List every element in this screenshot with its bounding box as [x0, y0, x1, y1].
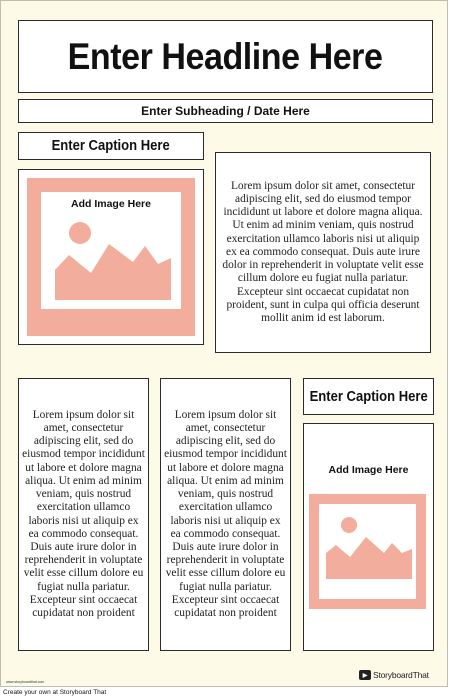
footer-url[interactable]: www.storyboardthat.com: [6, 680, 45, 684]
paragraph-1: Lorem ipsum dolor sit amet, consectetur adipiscing elit, sed do eiusmod tempor incididunt ut labore et dolore magna aliqua. Ut enim ad minim veniam, quis nostrud exercitation ullamco laboris nisi ut aliquip ex ea commodo consequat. Duis aute irure dolor in reprehenderit in voluptate velit esse cillum dolore eu fugiat nulla pariatur. Excepteur sint occaecat cupidatat non proident, sunt in culpa qui officia deserunt mollit anim id est laborum.: [222, 179, 424, 324]
mountain-shape: [55, 244, 171, 300]
brand-name: StoryboardThat: [373, 670, 429, 680]
add-image-label: Add Image Here: [71, 198, 151, 210]
sun-shape: [341, 517, 357, 533]
headline: Enter Headline Here: [68, 35, 383, 77]
paragraph-3: Lorem ipsum dolor sit amet, consectetur adipiscing elit, sed do eiusmod tempor incididunt ut labore et dolore magna aliqua. Ut enim ad minim veniam, quis nostrud exercitation ullamco laboris nisi ut aliquip ex ea commodo consequat. Duis aute irure dolor in reprehenderit in voluptate velit esse cillum dolore eu fugiat nulla pariatur. Excepteur sint occaecat cupidatat non proident: [164, 408, 287, 619]
storyboardthat-logo[interactable]: [359, 670, 429, 680]
subheading: Enter Subheading / Date Here: [141, 104, 310, 118]
landscape-image-icon: [55, 218, 171, 300]
mountain-shape: [326, 537, 412, 579]
text-block-2[interactable]: [18, 378, 149, 651]
caption-box-2[interactable]: [303, 378, 434, 415]
headline-box[interactable]: [18, 20, 433, 93]
caption-text-1: Enter Caption Here: [51, 138, 171, 154]
image-placeholder-1[interactable]: [18, 169, 204, 345]
subheading-box[interactable]: [18, 99, 433, 123]
add-image-label: Add Image Here: [328, 464, 409, 476]
paragraph-2: Lorem ipsum dolor sit amet, consectetur adipiscing elit, sed do eiusmod tempor incididunt ut labore et dolore magna aliqua. Ut enim ad minim veniam, quis nostrud exercitation ullamco laboris nisi ut aliquip ex ea commodo consequat. Duis aute irure dolor in reprehenderit in voluptate velit esse cillum dolore eu fugiat nulla pariatur. Excepteur sint occaecat cupidatat non proident: [22, 408, 145, 619]
caption-text-2: Enter Caption Here: [309, 388, 428, 405]
landscape-image-icon: [326, 517, 412, 579]
image-placeholder-2[interactable]: [303, 423, 434, 651]
sun-shape: [69, 222, 91, 244]
storyboard-logo-icon: ▶: [359, 670, 371, 680]
promo-text[interactable]: Create your own at Storyboard That: [3, 689, 107, 696]
text-block-1[interactable]: [215, 152, 431, 353]
caption-box-1[interactable]: [18, 132, 204, 160]
text-block-3[interactable]: [160, 378, 291, 651]
